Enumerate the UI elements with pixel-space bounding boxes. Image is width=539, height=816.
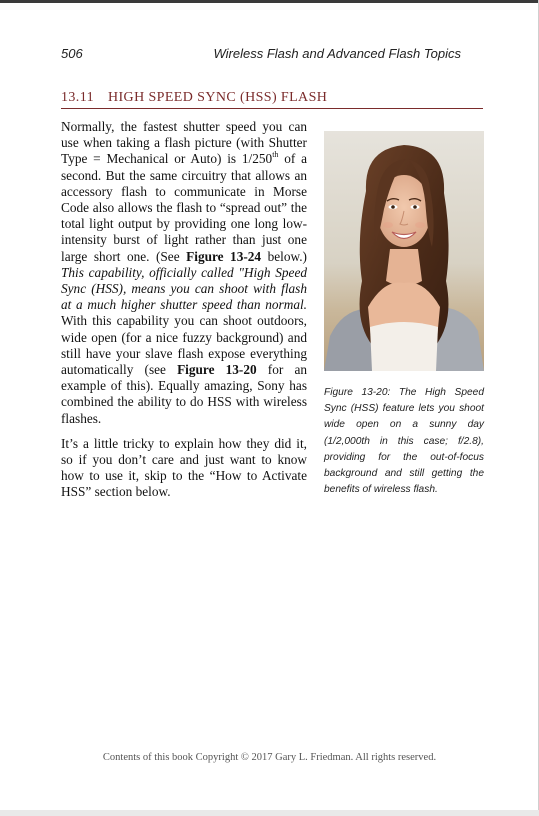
para1-superscript: th (272, 149, 279, 159)
paragraph-hss-intro (61, 119, 307, 427)
figure-caption: Figure 13-20: The High Speed Sync (HSS) feature lets you shoot wide open on a sunny day (1/2,000th in this case; f/2.8), providing for the out-of-focus background and still getting the benefits of wireless flash. (324, 387, 484, 496)
page-number: 506 (61, 46, 83, 61)
portrait-illustration (324, 131, 484, 371)
body-text-column (61, 119, 307, 510)
page-bottom-shadow (0, 810, 539, 816)
figure-ref-13-20: Figure 13-20 (177, 362, 257, 378)
copyright-footer: Contents of this book Copyright © 2017 Gary L. Friedman. All rights reserved. (102, 752, 437, 763)
para1-text-c: below.) (261, 248, 307, 264)
section-heading (61, 90, 483, 109)
section-title: HIGH SPEED SYNC (HSS) FLASH (107, 90, 328, 105)
para1-text-b: of a second. But the same circuitry that allows an accessory flash to communicate in Morse Code also allows the flash to “spread out” the total light output by providing one long low-intensity burst of light rather than just one large short one. (See (61, 151, 307, 264)
para1-text-e: for an example of this). Equally amazing, Sony has combined the ability to do HSS with wireless flashes. (61, 362, 307, 426)
paragraph-skip-ahead: It’s a little tricky to explain how they did it, so if you don’t care and just want to know how to use it, skip to the “How to Activate HSS” section below. (61, 435, 307, 500)
para1-italic-emphasis: This capability, officially called "High Speed Sync (HSS), means you can shoot with flash at a much higher shutter speed than normal. (61, 264, 307, 313)
running-title: Wireless Flash and Advanced Flash Topics (213, 46, 461, 61)
figure-photo-portrait (324, 131, 484, 371)
para1-text-a: Normally, the fastest shutter speed you can use when taking a flash picture (with Shutter Type = Mechanical or Auto) is 1/250 (61, 119, 307, 167)
top-rule (0, 0, 539, 3)
section-number: 13.11 (61, 90, 94, 105)
running-header (61, 46, 461, 64)
para1-text-d: With this capability you can shoot outdoors, wide open (for a nice fuzzy background) and still have your slave flash expose everything automatically (see (61, 313, 307, 378)
figure-ref-13-24: Figure 13-24 (186, 248, 262, 264)
